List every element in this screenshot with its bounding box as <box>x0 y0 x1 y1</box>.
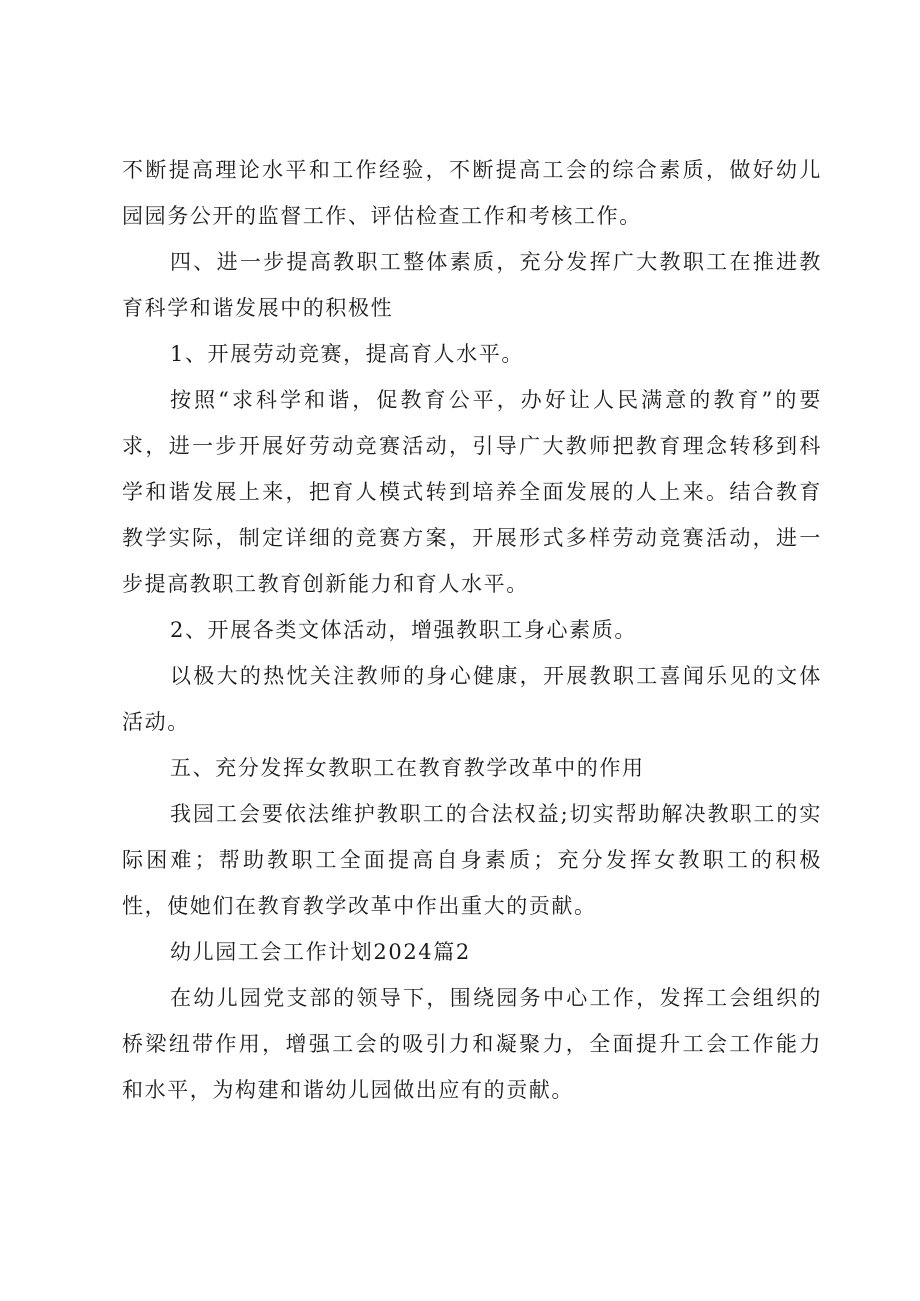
paragraph-party-leadership: 在幼儿园党支部的领导下，围绕园务中心工作，发挥工会组织的桥梁纽带作用，增强工会的吸引力和凝聚力，全面提升工会工作能力和水平，为构建和谐幼儿园做出应有的贡献。 <box>122 986 822 1102</box>
section-heading-four: 四、进一步提高教职工整体素质，充分发挥广大教职工在推进教育科学和谐发展中的积极性 <box>122 250 822 320</box>
section-heading-five: 五、充分发挥女教职工在教育教学改革中的作用 <box>170 756 645 780</box>
subheading-labor-competition: 1、开展劳动竞赛，提高育人水平。 <box>170 342 524 366</box>
subheading-cultural-activities: 2、开展各类文体活动，增强教职工身心素质。 <box>170 618 637 642</box>
paragraph-women-staff: 我园工会要依法维护教职工的合法权益;切实帮助解决教职工的实际困难；帮助教职工全面提高自身素质；充分发挥女教职工的积极性，使她们在教育教学改革中作出重大的贡献。 <box>122 802 822 918</box>
paragraph-cultural-activities: 以极大的热忱关注教师的身心健康，开展教职工喜闻乐见的文体活动。 <box>122 664 822 734</box>
plan-title-part-2: 幼儿园工会工作计划2024篇2 <box>170 940 471 964</box>
paragraph-labor-competition: 按照“求科学和谐，促教育公平，办好让人民满意的教育”的要求，进一步开展好劳动竞赛活动，引导广大教师把教育理念转移到科学和谐发展上来，把育人模式转到培养全面发展的人上来。结合教育教学实际，制定详细的竞赛方案，开展形式多样劳动竞赛活动，进一步提高教职工教育创新能力和育人水平。 <box>122 388 822 596</box>
paragraph-continuation: 不断提高理论水平和工作经验，不断提高工会的综合素质，做好幼儿园园务公开的监督工作、评估检查工作和考核工作。 <box>122 158 822 228</box>
document-body <box>122 147 822 1113</box>
